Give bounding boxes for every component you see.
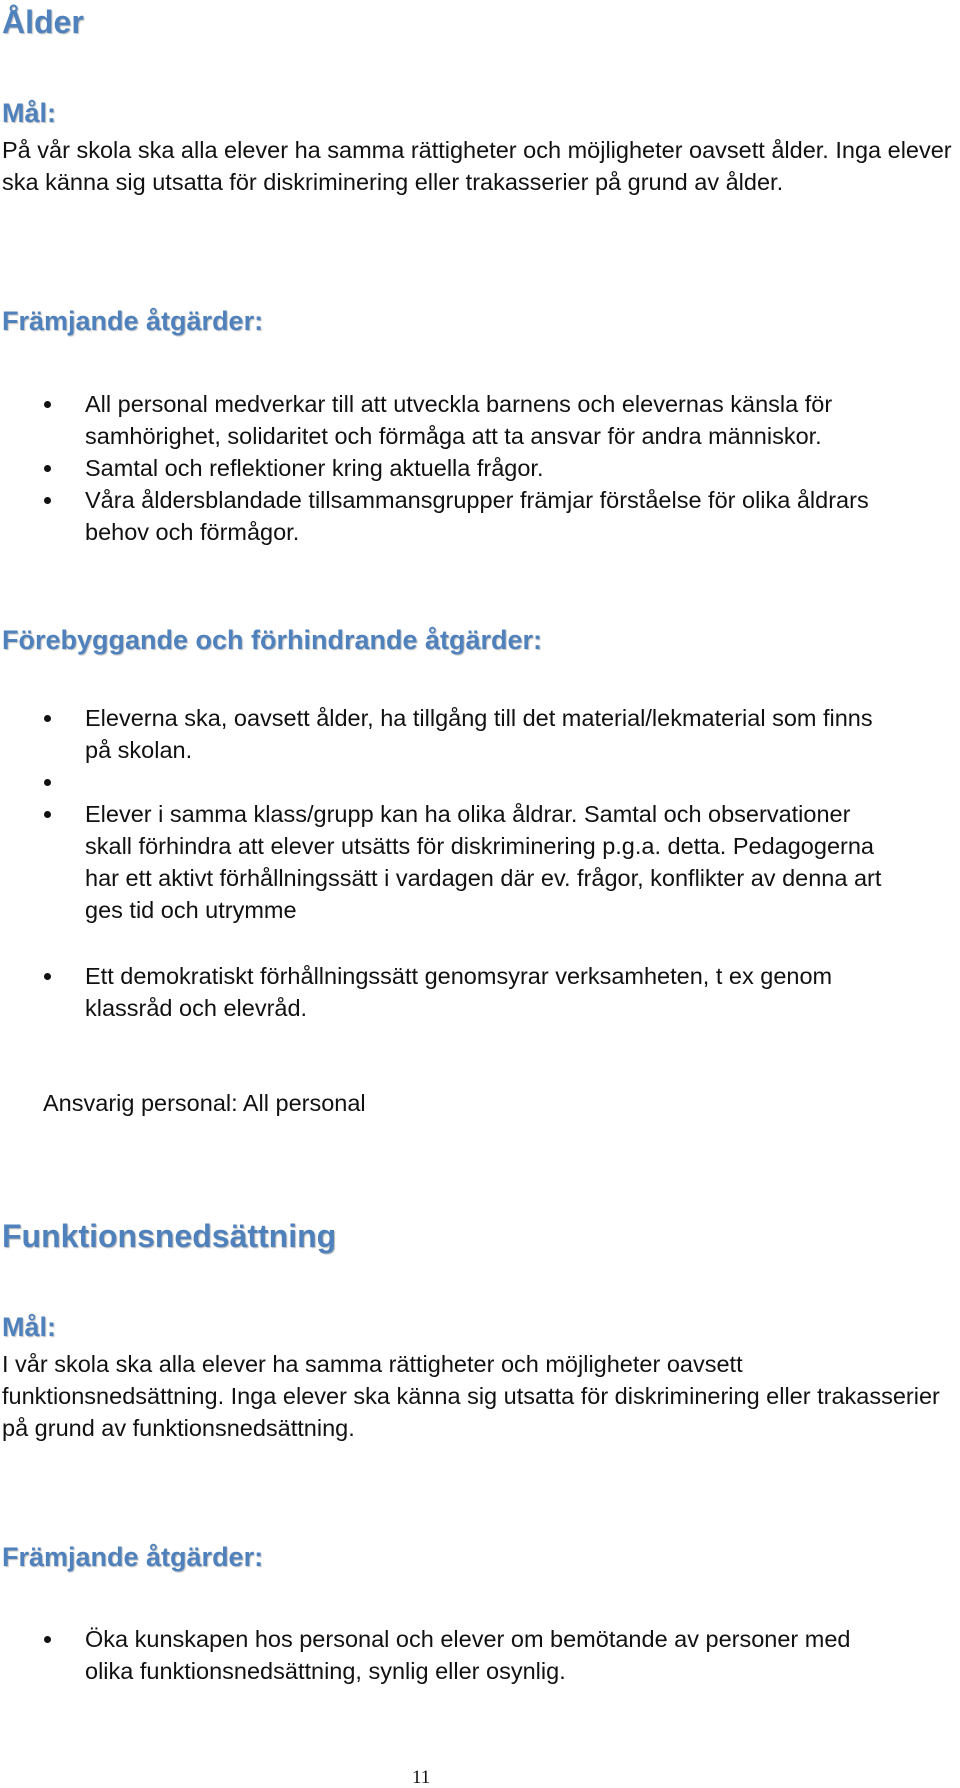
list-item: Öka kunskapen hos personal och elever om bemötande av personer med olika funktionsnedsättning, synlig eller osynlig. xyxy=(0,1623,900,1687)
page-number: 11 xyxy=(412,1767,431,1788)
bullet-icon xyxy=(44,1636,51,1643)
preventive-heading-alder: Förebyggande och förhindrande åtgärder: xyxy=(2,625,543,655)
list-item: Våra åldersblandade tillsammansgrupper främjar förståelse för olika åldrars behov och förmågor. xyxy=(0,484,900,548)
promoting-list-funktion xyxy=(0,1623,900,1687)
list-item: All personal medverkar till att utveckla barnens och elevernas känsla för samhörighet, solidaritet och förmåga att ta ansvar för andra människor. xyxy=(0,388,900,452)
section-title-alder: Ålder xyxy=(2,4,84,40)
bullet-icon xyxy=(44,779,51,786)
bullet-icon xyxy=(44,497,51,504)
goal-heading-funktion: Mål: xyxy=(2,1312,56,1342)
goal-heading-alder: Mål: xyxy=(2,98,56,128)
responsible-staff-alder: Ansvarig personal: All personal xyxy=(43,1090,366,1116)
goal-text-alder: På vår skola ska alla elever ha samma rättigheter och möjligheter oavsett ålder. Inga elever ska känna sig utsatta för diskriminering eller trakasserier på grund av ålder. xyxy=(2,137,952,195)
list-item: Samtal och reflektioner kring aktuella frågor. xyxy=(0,452,900,484)
list-item: Elever i samma klass/grupp kan ha olika åldrar. Samtal och observationer skall förhindra att elever utsätts för diskriminering p.g.a. detta. Pedagogerna har ett aktivt förhållningssätt i vardagen där ev. frågor, konflikter av denna art ges tid och utrymme xyxy=(0,798,900,926)
bullet-icon xyxy=(44,401,51,408)
list-item: Eleverna ska, oavsett ålder, ha tillgång till det material/lekmaterial som finns på skolan. xyxy=(0,702,900,766)
preventive-list-alder xyxy=(0,702,900,926)
list-item: Ett demokratiskt förhållningssätt genomsyrar verksamheten, t ex genom klassråd och elevråd. xyxy=(0,960,900,1024)
preventive-list-alder-2 xyxy=(0,960,900,1024)
section-title-funktion: Funktionsnedsättning xyxy=(2,1218,337,1254)
list-item xyxy=(0,766,900,798)
promoting-heading-alder: Främjande åtgärder: xyxy=(2,306,264,336)
promoting-heading-funktion: Främjande åtgärder: xyxy=(2,1542,264,1572)
bullet-icon xyxy=(44,465,51,472)
bullet-icon xyxy=(44,811,51,818)
bullet-icon xyxy=(44,973,51,980)
bullet-icon xyxy=(44,715,51,722)
promoting-list-alder xyxy=(0,388,900,548)
goal-text-funktion: I vår skola ska alla elever ha samma rättigheter och möjligheter oavsett funktionsnedsättning. Inga elever ska känna sig utsatta för diskriminering eller trakasserier på grund av funktionsnedsättning. xyxy=(2,1351,940,1441)
